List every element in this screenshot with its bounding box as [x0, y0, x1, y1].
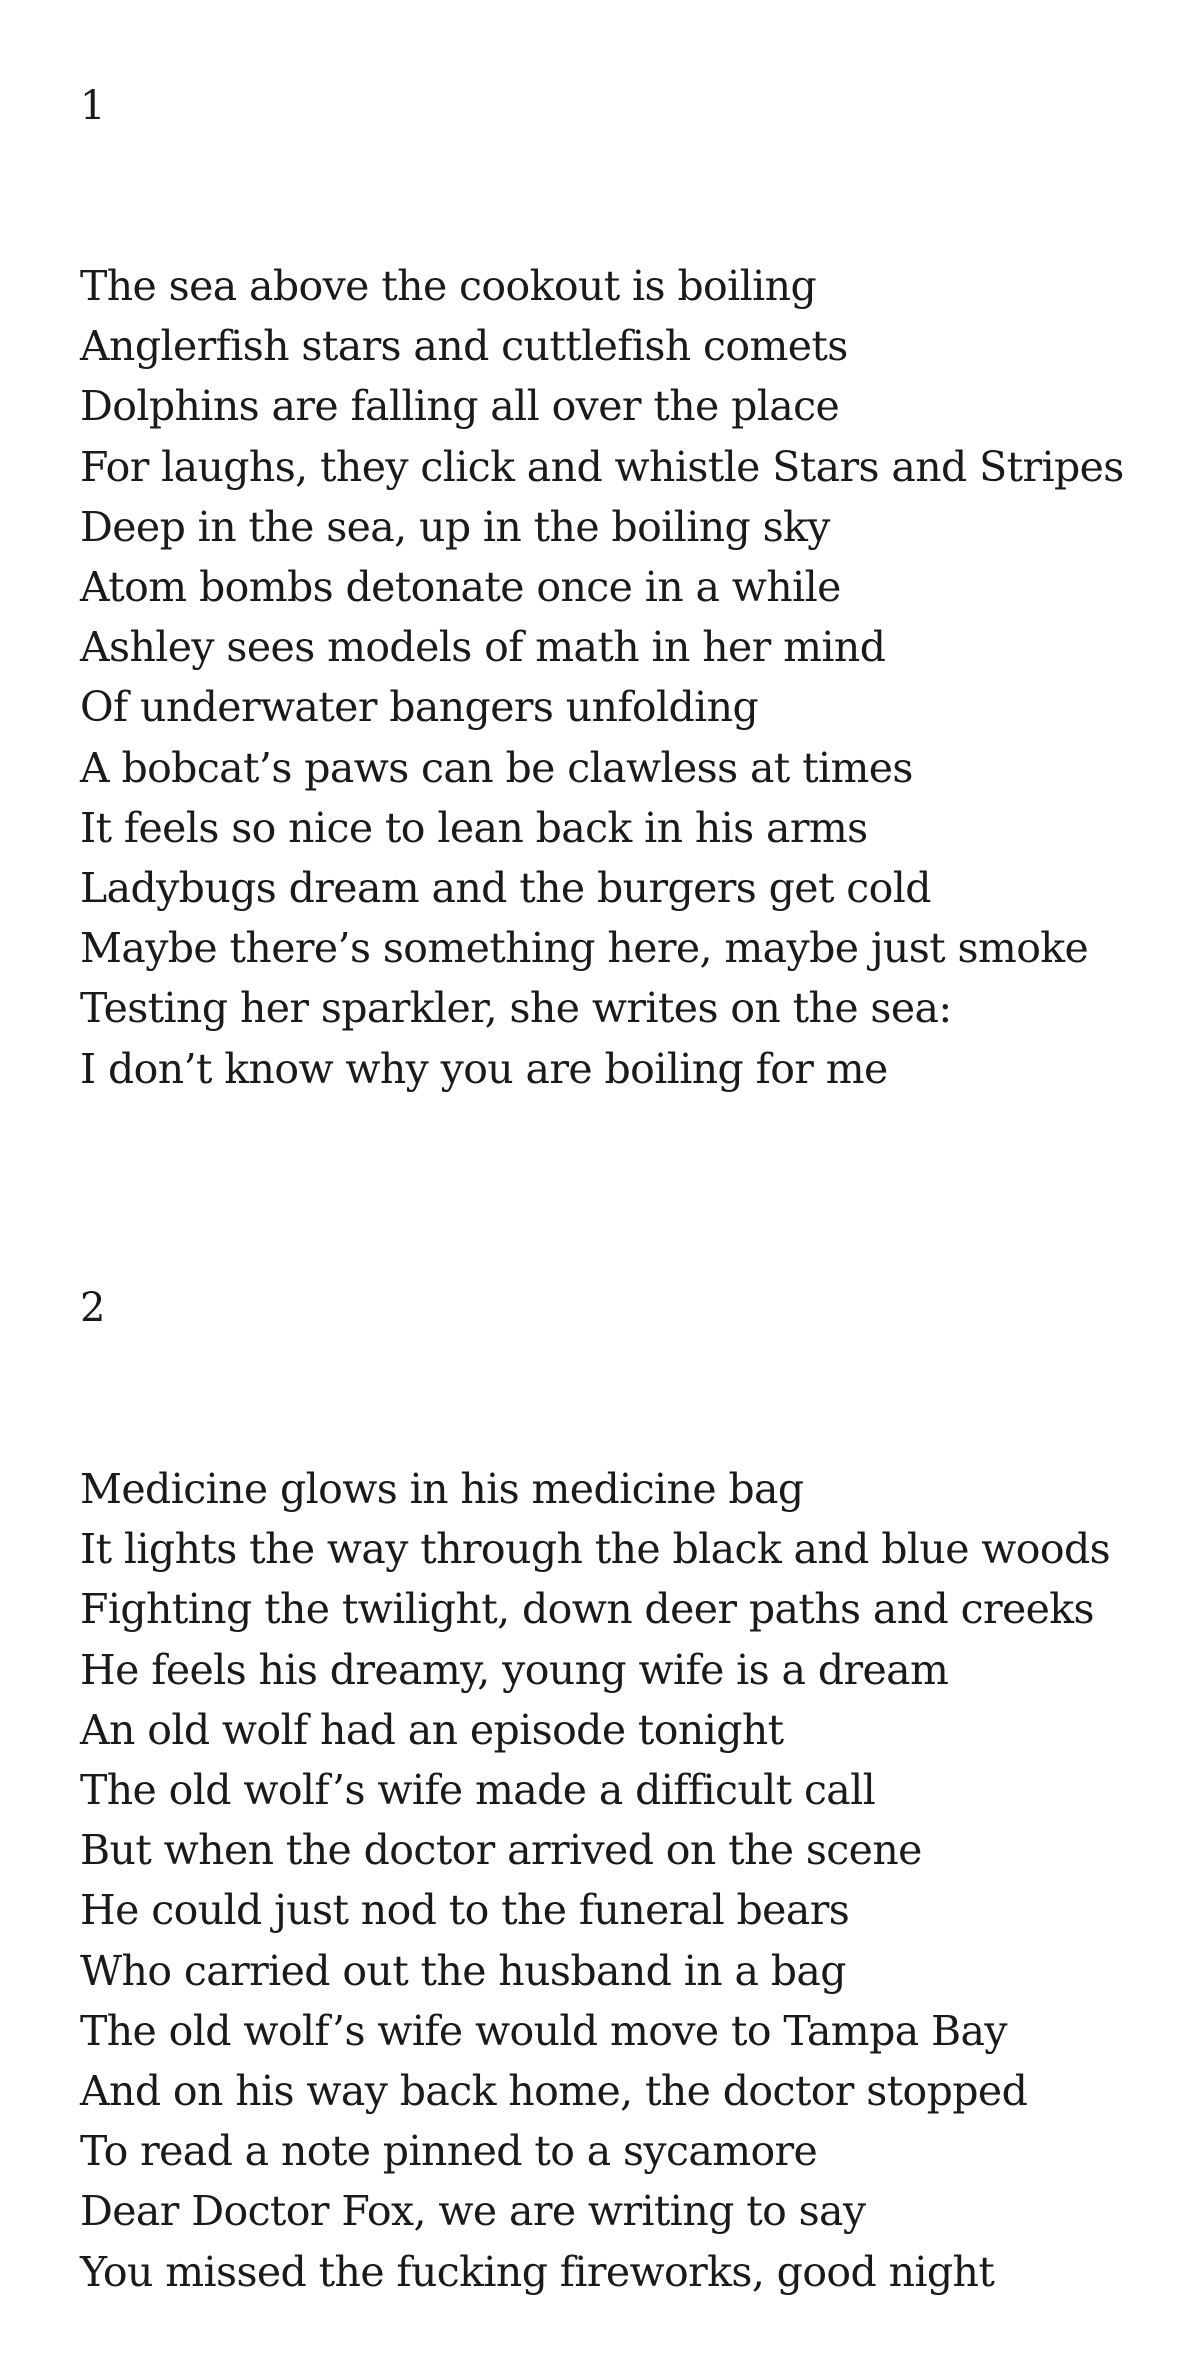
poem-line: Who carried out the husband in a bag — [80, 1946, 846, 1995]
poem-line: And on his way back home, the doctor stopped — [80, 2067, 1028, 2116]
poem-line: You missed the fucking fireworks, good night — [80, 2247, 995, 2296]
poem-line: Fighting the twilight, down deer paths and creeks — [80, 1585, 1094, 1634]
section-number: 1 — [80, 83, 106, 129]
poem-line: The old wolf’s wife would move to Tampa Bay — [80, 2006, 1007, 2055]
poem-line: Maybe there’s something here, maybe just smoke — [80, 924, 1089, 973]
poem-line: A bobcat’s paws can be clawless at times — [80, 743, 913, 792]
poem-line: The old wolf’s wife made a difficult call — [80, 1766, 876, 1815]
poem-line: Of underwater bangers unfolding — [80, 683, 759, 732]
poem-line: But when the doctor arrived on the scene — [80, 1826, 922, 1875]
poem-line: The sea above the cookout is boiling — [80, 262, 817, 310]
section-number: 2 — [80, 1285, 106, 1331]
poem-line: Anglerfish stars and cuttlefish comets — [80, 322, 848, 371]
poem-line: Ashley sees models of math in her mind — [80, 623, 886, 672]
poem-line: It lights the way through the black and blue woods — [80, 1525, 1111, 1574]
poem-line: Ladybugs dream and the burgers get cold — [80, 864, 931, 913]
poem-line: An old wolf had an episode tonight — [80, 1705, 784, 1754]
poem-line: He feels his dreamy, young wife is a dream — [80, 1645, 949, 1694]
poem-line: I don’t know why you are boiling for me — [80, 1044, 888, 1093]
stanza — [80, 256, 1124, 1099]
poem-line: Testing her sparkler, she writes on the sea: — [80, 984, 952, 1033]
poem-line: Dear Doctor Fox, we are writing to say — [80, 2187, 866, 2236]
poem-line: He could just nod to the funeral bears — [80, 1886, 850, 1935]
poem-line: To read a note pinned to a sycamore — [80, 2127, 818, 2176]
poem-line: Medicine glows in his medicine bag — [80, 1465, 804, 1513]
poem-line: Atom bombs detonate once in a while — [80, 563, 841, 612]
stanza — [80, 1459, 1110, 2302]
poem-line: Dolphins are falling all over the place — [80, 382, 840, 431]
poem-line: It feels so nice to lean back in his arms — [80, 803, 868, 852]
poem-line: Deep in the sea, up in the boiling sky — [80, 502, 830, 551]
poem-line: For laughs, they click and whistle Stars and Stripes — [80, 442, 1124, 491]
